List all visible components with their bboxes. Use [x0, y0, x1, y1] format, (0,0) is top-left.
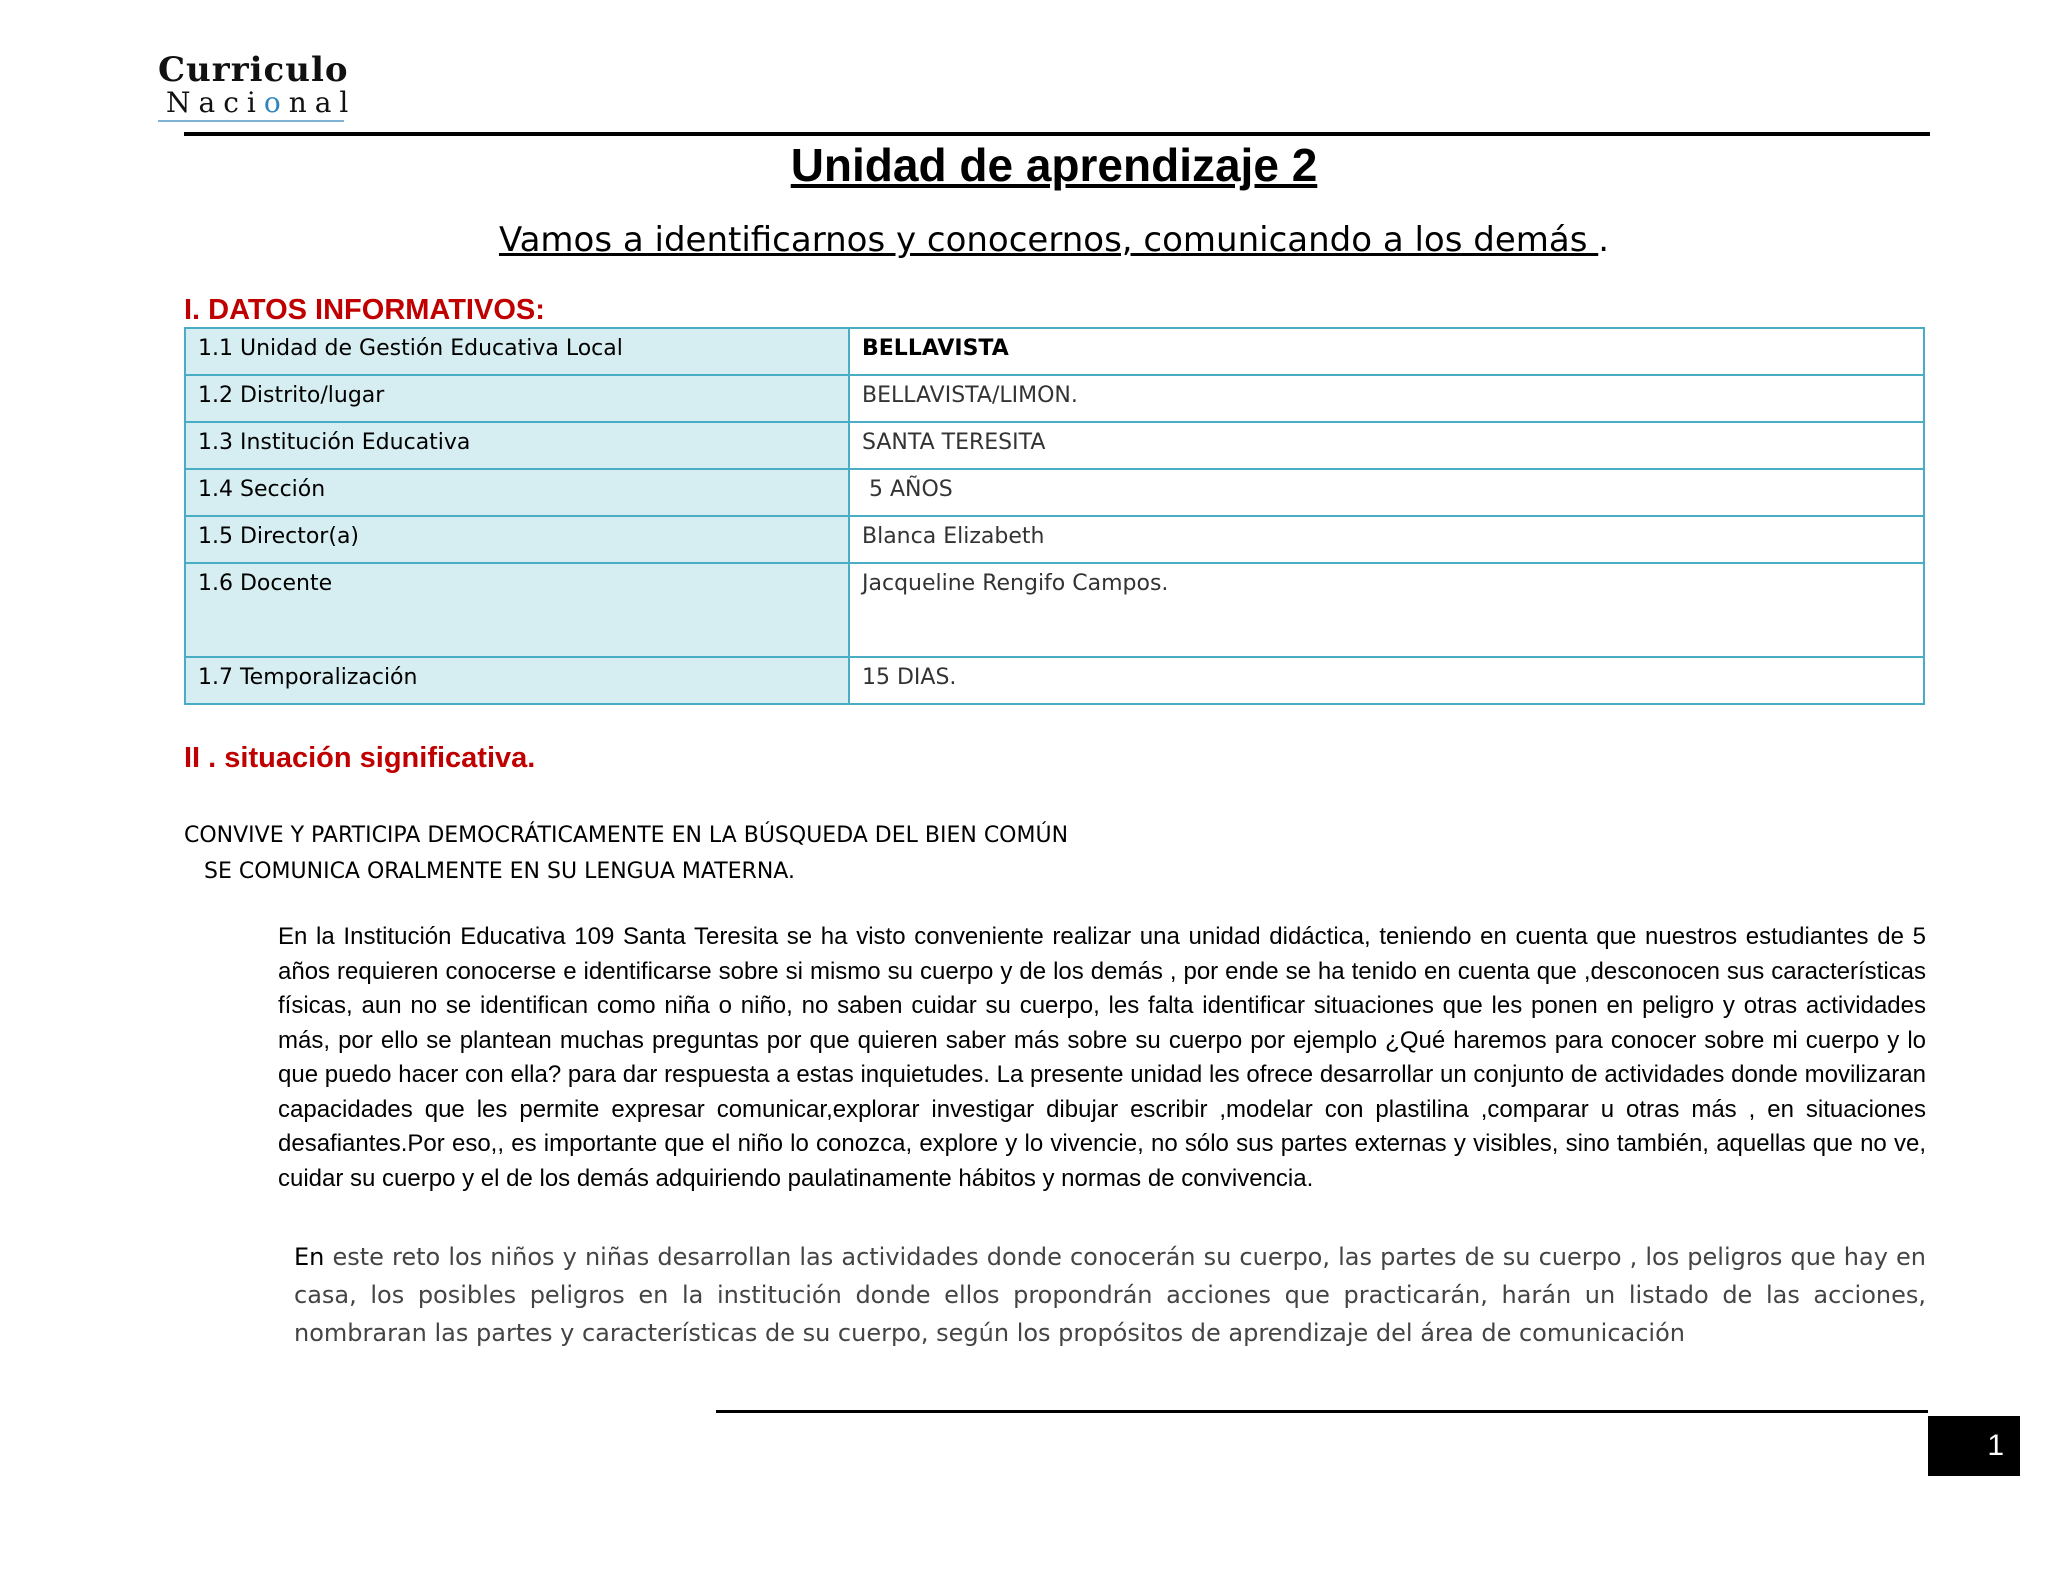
- row-value: 15 DIAS.: [849, 657, 1924, 704]
- row-value: Jacqueline Rengifo Campos.: [849, 563, 1924, 657]
- section-heading-datos: I. DATOS INFORMATIVOS:: [184, 294, 545, 326]
- row-value: Blanca Elizabeth: [849, 516, 1924, 563]
- row-value: BELLAVISTA/LIMON.: [849, 375, 1924, 422]
- table-row: [185, 422, 1924, 469]
- row-value: 5 AÑOS: [849, 469, 1924, 516]
- row-label: 1.6 Docente: [185, 563, 849, 657]
- page-number: 1: [1928, 1416, 2020, 1476]
- footer-divider: [716, 1410, 1928, 1413]
- curriculo-nacional-logo: [158, 50, 357, 122]
- row-label: 1.4 Sección: [185, 469, 849, 516]
- row-label: 1.3 Institución Educativa: [185, 422, 849, 469]
- competency-item: CONVIVE Y PARTICIPA DEMOCRÁTICAMENTE EN LA BÚSQUEDA DEL BIEN COMÚN: [184, 823, 1069, 848]
- row-value: BELLAVISTA: [849, 328, 1924, 375]
- table-row: [185, 469, 1924, 516]
- logo-underline: [158, 120, 344, 122]
- table-row: [185, 657, 1924, 704]
- competencies-list: [184, 818, 1068, 890]
- logo-line-1: Curriculo: [158, 50, 349, 90]
- table-row: [185, 375, 1924, 422]
- competency-item: SE COMUNICA ORALMENTE EN SU LENGUA MATERNA.: [204, 859, 795, 884]
- row-label: 1.1 Unidad de Gestión Educativa Local: [185, 328, 849, 375]
- row-label: 1.2 Distrito/lugar: [185, 375, 849, 422]
- table-row: [185, 516, 1924, 563]
- section-heading-situacion: II . situación significativa.: [184, 742, 536, 774]
- situation-paragraph-1: En la Institución Educativa 109 Santa Teresita se ha visto conveniente realizar una unidad didáctica, teniendo en cuenta que nuestros estudiantes de 5 años requieren conocerse e identificarse sobre si mismo su cuerpo y de los demás , por ende se ha tenido en cuenta que ,desconocen sus características físicas, aun no se identifican como niña o niño, no saben cuidar su cuerpo, les falta identificar situaciones que les ponen en peligro y otras actividades más, por ello se plantean muchas preguntas por que quieren saber más sobre su cuerpo por ejemplo ¿Qué haremos para conocer sobre mi cuerpo y lo que puedo hacer con ella? para dar respuesta a estas inquietudes. La presente unidad les ofrece desarrollar un conjunto de actividades donde movilizaran capacidades que les permite expresar comunicar,explorar investigar dibujar escribir ,modelar con plastilina ,comparar u otras más , en situaciones desafiantes.Por eso,, es importante que el niño lo conozca, explore y lo vivencie, no sólo sus partes externas y visibles, sino también, aquellas que no ve, cuidar su cuerpo y el de los demás adquiriendo paulatinamente hábitos y normas de convivencia.: [278, 923, 1926, 1192]
- page-title: Unidad de aprendizaje 2: [790, 139, 1318, 191]
- row-value: SANTA TERESITA: [849, 422, 1924, 469]
- info-table: [184, 327, 1925, 705]
- table-row: [185, 563, 1924, 657]
- logo-line-2: Nacional: [166, 86, 357, 119]
- row-label: 1.5 Director(a): [185, 516, 849, 563]
- page-subtitle: Vamos a identificarnos y conocernos, comunicando a los demás .: [498, 220, 1610, 260]
- situation-paragraph-2: En este reto los niños y niñas desarrollan las actividades donde conocerán su cuerpo, las partes de su cuerpo , los peligros que hay en casa, los posibles peligros en la institución donde ellos propondrán acciones que practicarán, harán un listado de las acciones, nombraran las partes y características de su cuerpo, según los propósitos de aprendizaje del área de comunicación: [294, 1243, 1926, 1347]
- header-divider: [184, 132, 1930, 136]
- row-label: 1.7 Temporalización: [185, 657, 849, 704]
- table-row: [185, 328, 1924, 375]
